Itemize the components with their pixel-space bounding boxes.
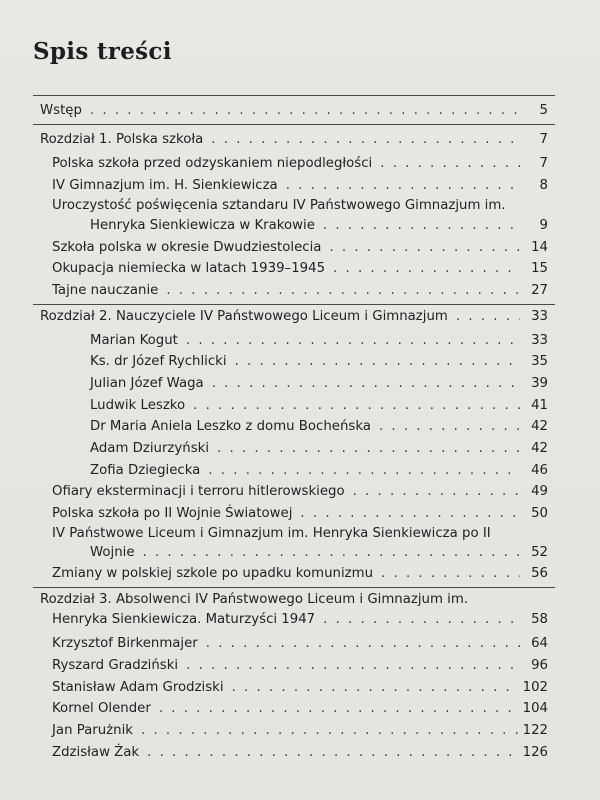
toc-entry: Zdzisław Żak . . . 126 — [52, 743, 548, 763]
toc-entry-line1: Uroczystość poświęcenia sztandaru IV Państwowego Gimnazjum im. — [52, 198, 506, 213]
toc-entry: Marian Kogut . . . 33 — [90, 331, 548, 351]
toc-chapter-2: Rozdział 2. Nauczyciele IV Państwowego Liceum i Gimnazjum . . . 33 — [40, 307, 548, 327]
divider — [33, 587, 555, 588]
toc-entry: Zofia Dziegiecka . . . 46 — [90, 461, 548, 481]
divider — [33, 304, 555, 305]
divider — [33, 95, 555, 96]
toc-chapter-3-line1: Rozdział 3. Absolwenci IV Państwowego Liceum i Gimnazjum im. — [40, 592, 468, 607]
toc-entry: Polska szkoła przed odzyskaniem niepodległości . . . 7 — [52, 154, 548, 174]
toc-entry-line1: IV Państwowe Liceum i Gimnazjum im. Henryka Sienkiewicza po II — [52, 526, 491, 541]
toc-entry: IV Gimnazjum im. H. Sienkiewicza . . . 8 — [52, 176, 548, 196]
toc-entry-intro: Wstęp . . . 5 — [40, 101, 548, 121]
toc-entry: Stanisław Adam Grodziski . . . 102 — [52, 678, 548, 698]
toc-entry: Okupacja niemiecka w latach 1939–1945 . . . 15 — [52, 259, 548, 279]
toc-entry: Kornel Olender . . . 104 — [52, 699, 548, 719]
toc-entry: Szkoła polska w okresie Dwudziestolecia . . . 14 — [52, 238, 548, 258]
toc-entry: Ks. dr Józef Rychlicki . . . 35 — [90, 352, 548, 372]
toc-entry: Wojnie . . . 52 — [90, 543, 548, 563]
toc-entry: Henryka Sienkiewicza w Krakowie . . . 9 — [90, 216, 548, 236]
toc-entry: Jan Parużnik . . . 122 — [52, 721, 548, 741]
toc-entry: Polska szkoła po II Wojnie Światowej . . . 50 — [52, 504, 548, 524]
toc-chapter-1: Rozdział 1. Polska szkoła . . . 7 — [40, 130, 548, 150]
toc-chapter-3: Henryka Sienkiewicza. Maturzyści 1947 . . . 58 — [52, 610, 548, 630]
divider — [33, 124, 555, 125]
toc-title: Spis treści — [33, 38, 172, 65]
toc-entry: Julian Józef Waga . . . 39 — [90, 374, 548, 394]
toc-entry: Krzysztof Birkenmajer . . . 64 — [52, 634, 548, 654]
toc-entry: Zmiany w polskiej szkole po upadku komunizmu . . . 56 — [52, 564, 548, 584]
toc-entry: Dr Maria Aniela Leszko z domu Bocheńska . . . 42 — [90, 417, 548, 437]
toc-entry: Adam Dziurzyński . . . 42 — [90, 439, 548, 459]
toc-entry: Ofiary eksterminacji i terroru hitlerowskiego . . . 49 — [52, 482, 548, 502]
toc-entry: Ludwik Leszko . . . 41 — [90, 396, 548, 416]
toc-entry: Ryszard Gradziński . . . 96 — [52, 656, 548, 676]
toc-entry: Tajne nauczanie . . . 27 — [52, 281, 548, 301]
